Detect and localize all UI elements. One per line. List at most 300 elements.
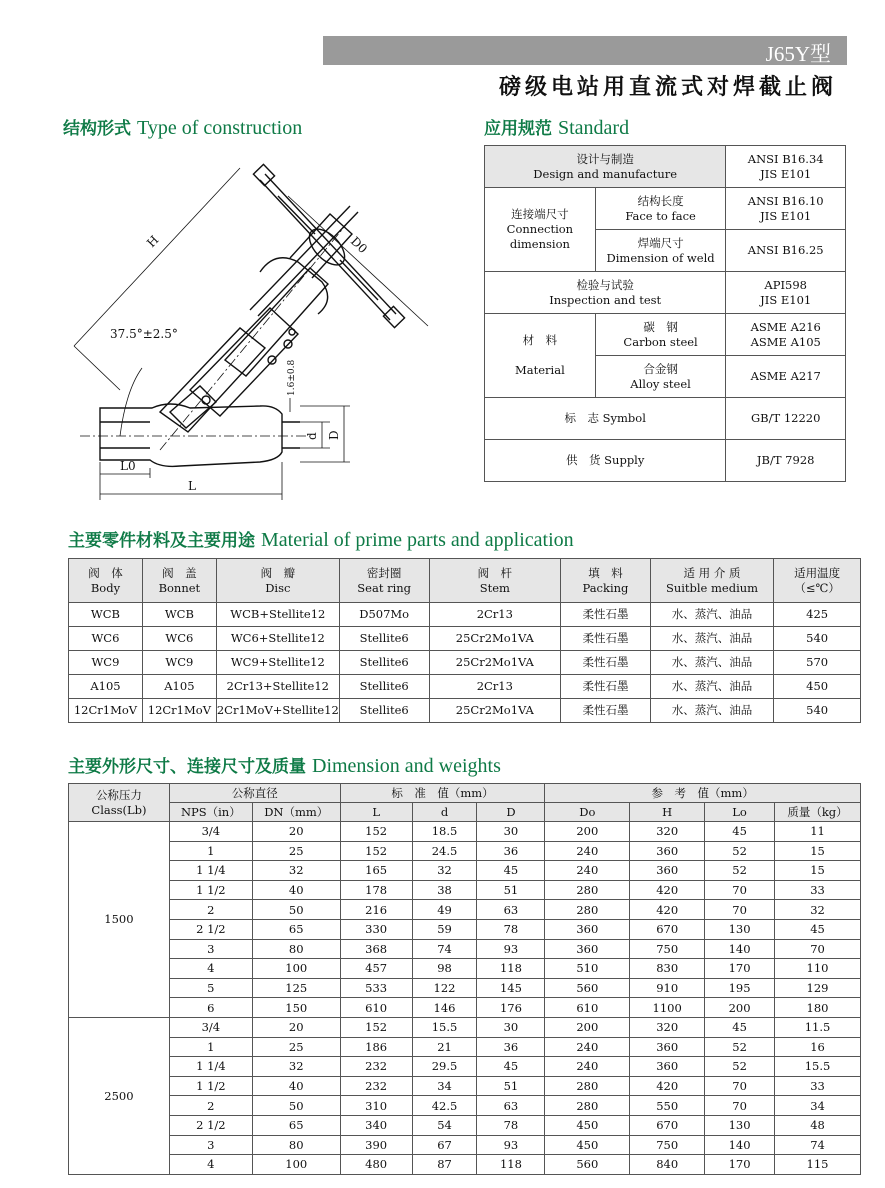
table-cell: 25Cr2Mo1VA bbox=[429, 627, 561, 651]
supply-label-cn: 供 货 bbox=[566, 453, 601, 467]
standard-row-supply bbox=[485, 440, 846, 482]
materials-header-cn: 密封圈 bbox=[366, 565, 402, 580]
materials-header bbox=[774, 559, 861, 603]
materials-header-en: Bonnet bbox=[158, 580, 201, 595]
table-row bbox=[69, 603, 861, 627]
table-cell: 280 bbox=[545, 900, 630, 920]
table-cell: 670 bbox=[630, 1115, 705, 1135]
dimensions-title bbox=[68, 752, 501, 778]
table-cell: 480 bbox=[340, 1155, 412, 1175]
table-cell: 2 1/2 bbox=[169, 1115, 252, 1135]
dimensions-title-en: Dimension and weights bbox=[312, 755, 501, 777]
table-cell: 750 bbox=[630, 1135, 705, 1155]
alloy-label-en: Alloy steel bbox=[630, 376, 691, 391]
table-cell: 200 bbox=[705, 998, 775, 1018]
table-cell: 93 bbox=[477, 1135, 545, 1155]
table-cell: 240 bbox=[545, 1037, 630, 1057]
table-cell: 118 bbox=[477, 1155, 545, 1175]
table-cell: 540 bbox=[774, 627, 861, 651]
table-cell: 280 bbox=[545, 1076, 630, 1096]
table-cell: 36 bbox=[477, 841, 545, 861]
table-cell: 54 bbox=[412, 1115, 477, 1135]
table-cell: 186 bbox=[340, 1037, 412, 1057]
table-cell: 450 bbox=[545, 1115, 630, 1135]
sub-header: DN（mm） bbox=[252, 803, 340, 822]
class-cell: 2500 bbox=[69, 1017, 170, 1174]
table-cell: 368 bbox=[340, 939, 412, 959]
table-cell: 45 bbox=[775, 919, 861, 939]
materials-header-en: Packing bbox=[582, 580, 629, 595]
table-cell: 3/4 bbox=[169, 1017, 252, 1037]
table-cell: 560 bbox=[545, 1155, 630, 1175]
table-cell: 67 bbox=[412, 1135, 477, 1155]
table-cell: 360 bbox=[545, 939, 630, 959]
table-cell: 98 bbox=[412, 959, 477, 979]
dim-label-H: H bbox=[144, 232, 162, 251]
table-cell: 42.5 bbox=[412, 1096, 477, 1116]
table-cell: 59 bbox=[412, 919, 477, 939]
table-cell: 柔性石墨 bbox=[561, 651, 651, 675]
table-cell: 320 bbox=[630, 1017, 705, 1037]
angle-label: 37.5°±2.5° bbox=[110, 327, 178, 341]
table-cell: 51 bbox=[477, 880, 545, 900]
table-cell: A105 bbox=[142, 675, 216, 699]
table-cell: 87 bbox=[412, 1155, 477, 1175]
materials-header-en: Disc bbox=[265, 580, 291, 595]
table-cell: 12Cr1MoV bbox=[69, 699, 143, 723]
design-label-en: Design and manufacture bbox=[533, 166, 678, 181]
table-cell: 457 bbox=[340, 959, 412, 979]
sub-header: L bbox=[340, 803, 412, 822]
table-row bbox=[69, 1076, 861, 1096]
model-banner bbox=[323, 36, 847, 65]
table-cell: 240 bbox=[545, 1057, 630, 1077]
table-cell: 4 bbox=[169, 959, 252, 979]
table-cell: 1 1/4 bbox=[169, 1057, 252, 1077]
standard-cell bbox=[485, 314, 596, 398]
table-cell: 310 bbox=[340, 1096, 412, 1116]
table-cell: 240 bbox=[545, 841, 630, 861]
table-row bbox=[69, 978, 861, 998]
table-cell: 280 bbox=[545, 1096, 630, 1116]
table-cell: 50 bbox=[252, 900, 340, 920]
table-cell: 45 bbox=[705, 822, 775, 842]
table-cell: 170 bbox=[705, 959, 775, 979]
table-cell: 80 bbox=[252, 939, 340, 959]
materials-header-en: Stem bbox=[479, 580, 510, 595]
table-cell: 560 bbox=[545, 978, 630, 998]
table-cell: 1 1/4 bbox=[169, 861, 252, 881]
materials-header-cn: 阀 盖 bbox=[162, 565, 197, 580]
standard-title bbox=[484, 114, 629, 140]
table-cell: WC9 bbox=[69, 651, 143, 675]
sub-header: Do bbox=[545, 803, 630, 822]
materials-header bbox=[339, 559, 429, 603]
table-cell: 34 bbox=[412, 1076, 477, 1096]
table-cell: 52 bbox=[705, 1037, 775, 1057]
table-cell: 18.5 bbox=[412, 822, 477, 842]
table-cell: 420 bbox=[630, 900, 705, 920]
table-row bbox=[69, 1017, 861, 1037]
alloy-label-cn: 合金钢 bbox=[643, 361, 678, 376]
table-cell: 232 bbox=[340, 1076, 412, 1096]
symbol-label-cn: 标 志 bbox=[564, 411, 599, 425]
table-cell: 152 bbox=[340, 1017, 412, 1037]
material-label-cn: 材 料 bbox=[522, 333, 558, 347]
design-value-1: ANSI B16.34 bbox=[747, 151, 824, 166]
table-cell: 24.5 bbox=[412, 841, 477, 861]
dim-label-D0: D0 bbox=[347, 234, 371, 257]
table-cell: 25 bbox=[252, 1037, 340, 1057]
standard-cell bbox=[595, 230, 726, 272]
dim-label-d: d bbox=[305, 432, 319, 440]
table-cell: WCB bbox=[69, 603, 143, 627]
table-cell: 1 1/2 bbox=[169, 1076, 252, 1096]
class-cell: 1500 bbox=[69, 822, 170, 1018]
standard-title-cn: 应用规范 bbox=[484, 119, 552, 139]
table-cell: 330 bbox=[340, 919, 412, 939]
table-cell: 48 bbox=[775, 1115, 861, 1135]
face-label-en: Face to face bbox=[625, 208, 696, 223]
standard-cell bbox=[595, 188, 726, 230]
table-cell: 610 bbox=[340, 998, 412, 1018]
materials-table bbox=[68, 558, 861, 723]
weld-label-cn: 焊端尺寸 bbox=[637, 235, 684, 250]
standard-table bbox=[484, 145, 846, 482]
table-cell: WC9+Stellite12 bbox=[216, 651, 339, 675]
table-cell: 2Cr13+Stellite12 bbox=[216, 675, 339, 699]
table-cell: 80 bbox=[252, 1135, 340, 1155]
table-cell: 540 bbox=[774, 699, 861, 723]
table-cell: 25Cr2Mo1VA bbox=[429, 651, 561, 675]
carbon-value-1: ASME A216 bbox=[750, 319, 821, 334]
table-cell: 65 bbox=[252, 919, 340, 939]
carbon-label-en: Carbon steel bbox=[623, 334, 698, 349]
table-cell: 52 bbox=[705, 1057, 775, 1077]
materials-body bbox=[69, 603, 861, 723]
table-cell: 118 bbox=[477, 959, 545, 979]
table-cell: WC6 bbox=[142, 627, 216, 651]
materials-header-cn: 适 用 介 质 bbox=[683, 565, 741, 580]
table-cell: 130 bbox=[705, 919, 775, 939]
table-row bbox=[69, 1135, 861, 1155]
table-cell: 122 bbox=[412, 978, 477, 998]
dimensions-table bbox=[68, 783, 861, 1175]
class-header bbox=[69, 784, 170, 822]
table-cell: 63 bbox=[477, 900, 545, 920]
table-cell: 150 bbox=[252, 998, 340, 1018]
table-cell: 34 bbox=[775, 1096, 861, 1116]
table-cell: 21 bbox=[412, 1037, 477, 1057]
standard-row-inspection bbox=[485, 272, 846, 314]
sub-header: 质量（kg） bbox=[775, 803, 861, 822]
table-cell: 水、蒸汽、油品 bbox=[650, 627, 773, 651]
table-cell: 15.5 bbox=[412, 1017, 477, 1037]
table-cell: 45 bbox=[477, 861, 545, 881]
table-cell: 70 bbox=[705, 1096, 775, 1116]
design-value-2: JIS E101 bbox=[760, 166, 812, 181]
table-cell: 130 bbox=[705, 1115, 775, 1135]
model-code: J65Y型 bbox=[765, 42, 831, 66]
table-cell: 390 bbox=[340, 1135, 412, 1155]
dim-label-L0: L0 bbox=[120, 459, 136, 473]
table-cell: 63 bbox=[477, 1096, 545, 1116]
table-cell: 45 bbox=[477, 1057, 545, 1077]
table-cell: 70 bbox=[705, 1076, 775, 1096]
table-cell: 2 bbox=[169, 900, 252, 920]
table-cell: 280 bbox=[545, 880, 630, 900]
table-cell: 216 bbox=[340, 900, 412, 920]
table-cell: 840 bbox=[630, 1155, 705, 1175]
table-cell: 140 bbox=[705, 1135, 775, 1155]
face-value-2: JIS E101 bbox=[760, 208, 812, 223]
sub-header: NPS（in） bbox=[169, 803, 252, 822]
table-cell: Stellite6 bbox=[339, 699, 429, 723]
table-cell: 4 bbox=[169, 1155, 252, 1175]
table-cell: 2 1/2 bbox=[169, 919, 252, 939]
materials-header bbox=[69, 559, 143, 603]
table-cell: 15 bbox=[775, 841, 861, 861]
table-cell: 6 bbox=[169, 998, 252, 1018]
table-cell: 50 bbox=[252, 1096, 340, 1116]
table-cell: 178 bbox=[340, 880, 412, 900]
carbon-label-cn: 碳 钢 bbox=[643, 319, 678, 334]
table-row bbox=[69, 1115, 861, 1135]
table-cell: 2Cr13 bbox=[429, 675, 561, 699]
table-cell: 1100 bbox=[630, 998, 705, 1018]
table-cell: 25 bbox=[252, 841, 340, 861]
table-cell: 195 bbox=[705, 978, 775, 998]
table-row bbox=[69, 841, 861, 861]
table-cell: 146 bbox=[412, 998, 477, 1018]
standard-cell bbox=[485, 398, 726, 440]
weld-label-en: Dimension of weld bbox=[606, 250, 715, 265]
table-cell: 360 bbox=[630, 1037, 705, 1057]
table-cell: WC6+Stellite12 bbox=[216, 627, 339, 651]
table-cell: 140 bbox=[705, 939, 775, 959]
table-cell: 65 bbox=[252, 1115, 340, 1135]
table-cell: 水、蒸汽、油品 bbox=[650, 651, 773, 675]
table-cell: 40 bbox=[252, 1076, 340, 1096]
table-cell: 450 bbox=[545, 1135, 630, 1155]
connection-label-en1: Connection bbox=[506, 222, 574, 236]
standard-cell bbox=[485, 440, 726, 482]
valve-drawing bbox=[60, 150, 460, 510]
sub-header: d bbox=[412, 803, 477, 822]
materials-header bbox=[561, 559, 651, 603]
symbol-label-en: Symbol bbox=[602, 411, 646, 425]
table-cell: 360 bbox=[630, 861, 705, 881]
table-cell: 15 bbox=[775, 861, 861, 881]
standard-cell bbox=[485, 272, 726, 314]
carbon-value-2: ASME A105 bbox=[750, 334, 821, 349]
table-cell: 240 bbox=[545, 861, 630, 881]
table-row bbox=[69, 675, 861, 699]
table-cell: 1 bbox=[169, 1037, 252, 1057]
table-cell: 3/4 bbox=[169, 822, 252, 842]
standard-cell bbox=[726, 146, 846, 188]
table-cell: 125 bbox=[252, 978, 340, 998]
standard-cell bbox=[485, 146, 726, 188]
table-row bbox=[69, 959, 861, 979]
table-cell: 74 bbox=[775, 1135, 861, 1155]
connection-label-cn: 连接端尺寸 bbox=[511, 207, 569, 221]
standard-cell: ASME A217 bbox=[726, 356, 846, 398]
materials-header bbox=[650, 559, 773, 603]
table-cell: 550 bbox=[630, 1096, 705, 1116]
table-cell: 20 bbox=[252, 1017, 340, 1037]
table-cell: 670 bbox=[630, 919, 705, 939]
standard-cell: GB/T 12220 bbox=[726, 398, 846, 440]
standard-cell: JB/T 7928 bbox=[726, 440, 846, 482]
table-cell: 70 bbox=[705, 880, 775, 900]
design-label-cn: 设计与制造 bbox=[576, 151, 634, 166]
table-cell: 360 bbox=[630, 1057, 705, 1077]
dim-label-L: L bbox=[188, 479, 196, 493]
table-row bbox=[69, 1057, 861, 1077]
table-row bbox=[69, 1096, 861, 1116]
table-cell: 柔性石墨 bbox=[561, 699, 651, 723]
table-cell: WC6 bbox=[69, 627, 143, 651]
table-cell: 38 bbox=[412, 880, 477, 900]
table-cell: 32 bbox=[412, 861, 477, 881]
materials-header-cn: 阀 杆 bbox=[477, 565, 513, 580]
table-cell: 78 bbox=[477, 1115, 545, 1135]
materials-header bbox=[142, 559, 216, 603]
table-cell: 100 bbox=[252, 959, 340, 979]
page-title: 磅级电站用直流式对焊截止阀 bbox=[498, 75, 837, 100]
table-cell: 115 bbox=[775, 1155, 861, 1175]
table-cell: 450 bbox=[774, 675, 861, 699]
dim-label-thickness: 1.6±0.8 bbox=[287, 359, 297, 396]
table-row bbox=[69, 939, 861, 959]
connection-label-en2: dimension bbox=[509, 237, 570, 251]
table-cell: 93 bbox=[477, 939, 545, 959]
table-row bbox=[69, 919, 861, 939]
table-cell: 200 bbox=[545, 822, 630, 842]
dim-label-D: D bbox=[327, 430, 341, 440]
table-cell: 3 bbox=[169, 1135, 252, 1155]
table-cell: 170 bbox=[705, 1155, 775, 1175]
materials-header-cn: 适用温度 bbox=[794, 565, 841, 580]
standard-row-face bbox=[485, 188, 846, 230]
table-cell: 2 bbox=[169, 1096, 252, 1116]
materials-header-cn: 阀 瓣 bbox=[260, 565, 296, 580]
table-cell: 129 bbox=[775, 978, 861, 998]
table-row bbox=[69, 822, 861, 842]
construction-title-en: Type of construction bbox=[137, 117, 303, 139]
standard-cell bbox=[726, 272, 846, 314]
table-cell: 910 bbox=[630, 978, 705, 998]
table-cell: 30 bbox=[477, 822, 545, 842]
materials-header-row bbox=[69, 559, 861, 603]
table-row bbox=[69, 880, 861, 900]
table-cell: 柔性石墨 bbox=[561, 603, 651, 627]
table-cell: 610 bbox=[545, 998, 630, 1018]
table-cell: 152 bbox=[340, 841, 412, 861]
materials-header bbox=[429, 559, 561, 603]
table-cell: WC9 bbox=[142, 651, 216, 675]
table-cell: 20 bbox=[252, 822, 340, 842]
table-cell: 750 bbox=[630, 939, 705, 959]
table-cell: 425 bbox=[774, 603, 861, 627]
standard-cell: ANSI B16.25 bbox=[726, 230, 846, 272]
table-cell: 柔性石墨 bbox=[561, 627, 651, 651]
table-cell: 510 bbox=[545, 959, 630, 979]
standard-value-header: 标 准 值（mm） bbox=[340, 784, 545, 803]
sub-header: Lo bbox=[705, 803, 775, 822]
table-cell: 16 bbox=[775, 1037, 861, 1057]
table-cell: 水、蒸汽、油品 bbox=[650, 603, 773, 627]
table-cell: 32 bbox=[252, 861, 340, 881]
table-cell: 15.5 bbox=[775, 1057, 861, 1077]
table-cell: 360 bbox=[630, 841, 705, 861]
table-cell: Stellite6 bbox=[339, 651, 429, 675]
inspection-label-en: Inspection and test bbox=[549, 292, 662, 307]
table-cell: 45 bbox=[705, 1017, 775, 1037]
table-cell: A105 bbox=[69, 675, 143, 699]
table-row bbox=[69, 900, 861, 920]
table-cell: 52 bbox=[705, 861, 775, 881]
table-row bbox=[69, 1155, 861, 1175]
table-cell: 145 bbox=[477, 978, 545, 998]
table-cell: 32 bbox=[775, 900, 861, 920]
table-cell: 360 bbox=[545, 919, 630, 939]
class-header-en: Class(Lb) bbox=[91, 802, 147, 817]
reference-value-header: 参 考 值（mm） bbox=[545, 784, 861, 803]
material-label-en: Material bbox=[514, 363, 565, 377]
construction-title-cn: 结构形式 bbox=[63, 119, 131, 139]
nominal-header: 公称直径 bbox=[169, 784, 340, 803]
standard-row-design bbox=[485, 146, 846, 188]
table-cell: 5 bbox=[169, 978, 252, 998]
table-row bbox=[69, 699, 861, 723]
table-cell: 29.5 bbox=[412, 1057, 477, 1077]
construction-title bbox=[63, 114, 302, 140]
class-header-cn: 公称压力 bbox=[95, 787, 142, 802]
standard-cell bbox=[726, 314, 846, 356]
materials-header-en: Suitble medium bbox=[665, 580, 759, 595]
table-cell: 70 bbox=[775, 939, 861, 959]
face-value-1: ANSI B16.10 bbox=[747, 193, 824, 208]
table-cell: 12Cr1MoV bbox=[142, 699, 216, 723]
table-cell: 52 bbox=[705, 841, 775, 861]
table-cell: WCB+Stellite12 bbox=[216, 603, 339, 627]
table-row bbox=[69, 1037, 861, 1057]
table-cell: 2Cr1MoV+Stellite12 bbox=[216, 699, 339, 723]
table-cell: 11 bbox=[775, 822, 861, 842]
standard-cell bbox=[595, 314, 726, 356]
table-cell: 340 bbox=[340, 1115, 412, 1135]
table-cell: 1 1/2 bbox=[169, 880, 252, 900]
table-row bbox=[69, 651, 861, 675]
sub-header: D bbox=[477, 803, 545, 822]
dimensions-title-cn: 主要外形尺寸、连接尺寸及质量 bbox=[68, 757, 306, 777]
supply-label-en: Supply bbox=[604, 453, 645, 467]
table-cell: 570 bbox=[774, 651, 861, 675]
table-cell: 33 bbox=[775, 1076, 861, 1096]
sub-header: H bbox=[630, 803, 705, 822]
table-cell: 30 bbox=[477, 1017, 545, 1037]
table-cell: 533 bbox=[340, 978, 412, 998]
materials-header-en: Body bbox=[90, 580, 121, 595]
table-cell: 3 bbox=[169, 939, 252, 959]
table-cell: 165 bbox=[340, 861, 412, 881]
materials-header bbox=[216, 559, 339, 603]
table-cell: 柔性石墨 bbox=[561, 675, 651, 699]
table-cell: 水、蒸汽、油品 bbox=[650, 699, 773, 723]
table-cell: 11.5 bbox=[775, 1017, 861, 1037]
